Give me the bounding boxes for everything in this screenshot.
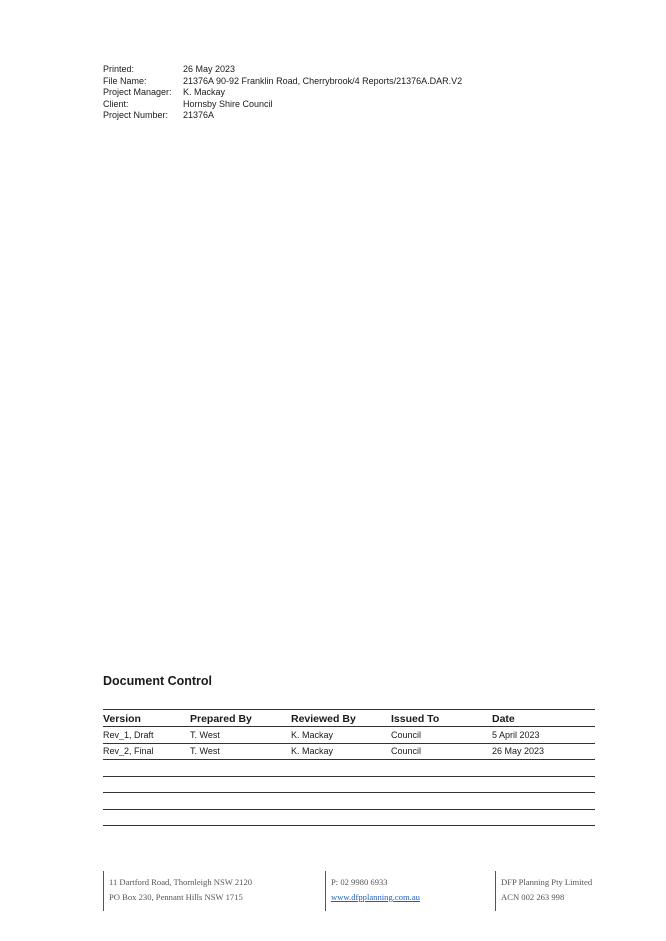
reviewed-by-cell: K. Mackay bbox=[291, 746, 334, 757]
table-row bbox=[103, 744, 595, 761]
table-row-empty bbox=[103, 810, 595, 827]
project-number-label: Project Number: bbox=[103, 110, 169, 121]
project-manager-value: K. Mackay bbox=[183, 87, 226, 98]
project-manager-label: Project Manager: bbox=[103, 87, 172, 98]
date-cell: 26 May 2023 bbox=[492, 746, 545, 757]
reviewed-by-cell: K. Mackay bbox=[291, 729, 334, 740]
footer-website-link[interactable]: www.dfpplanning.com.au bbox=[331, 892, 420, 902]
column-header-issued-to: Issued To bbox=[391, 713, 440, 725]
column-header-prepared-by: Prepared By bbox=[190, 713, 252, 725]
table-row-empty bbox=[103, 793, 595, 810]
issued-to-cell: Council bbox=[391, 746, 422, 757]
printed-row bbox=[103, 64, 462, 76]
footer-phone: P: 02 9980 6933 bbox=[331, 877, 388, 887]
prepared-by-cell: T. West bbox=[190, 729, 220, 740]
file-name-label: File Name: bbox=[103, 75, 147, 86]
version-cell: Rev_2, Final bbox=[103, 746, 154, 757]
client-label: Client: bbox=[103, 98, 129, 109]
footer-divider bbox=[325, 871, 326, 911]
column-header-date: Date bbox=[492, 713, 515, 725]
document-control-table bbox=[103, 709, 595, 826]
footer-address-line2: PO Box 230, Pennant Hills NSW 1715 bbox=[109, 892, 243, 902]
project-manager-row bbox=[103, 87, 462, 99]
footer-address-line1: 11 Dartford Road, Thornleigh NSW 2120 bbox=[109, 877, 253, 887]
footer-divider bbox=[103, 871, 104, 911]
project-number-row bbox=[103, 110, 462, 122]
table-row bbox=[103, 727, 595, 744]
project-number-value: 21376A bbox=[183, 110, 215, 121]
footer-divider bbox=[495, 871, 496, 911]
footer-acn: ACN 002 263 998 bbox=[501, 892, 565, 902]
version-cell: Rev_1, Draft bbox=[103, 729, 154, 740]
table-row-empty bbox=[103, 777, 595, 794]
prepared-by-cell: T. West bbox=[190, 746, 220, 757]
file-name-value: 21376A 90-92 Franklin Road, Cherrybrook/4 Reports/21376A.DAR.V2 bbox=[183, 75, 463, 86]
client-row bbox=[103, 99, 462, 111]
date-cell: 5 April 2023 bbox=[492, 729, 540, 740]
issued-to-cell: Council bbox=[391, 729, 422, 740]
table-row-empty bbox=[103, 760, 595, 777]
column-header-reviewed-by: Reviewed By bbox=[291, 713, 356, 725]
document-metadata bbox=[103, 64, 462, 122]
column-header-version: Version bbox=[103, 713, 141, 725]
document-control-title: Document Control bbox=[103, 674, 213, 688]
printed-value: 26 May 2023 bbox=[183, 64, 236, 74]
printed-label: Printed: bbox=[103, 64, 135, 74]
file-name-row bbox=[103, 76, 462, 88]
footer-company-name: DFP Planning Pty Limited bbox=[501, 877, 593, 887]
table-header-row bbox=[103, 710, 595, 727]
client-value: Hornsby Shire Council bbox=[183, 98, 273, 109]
